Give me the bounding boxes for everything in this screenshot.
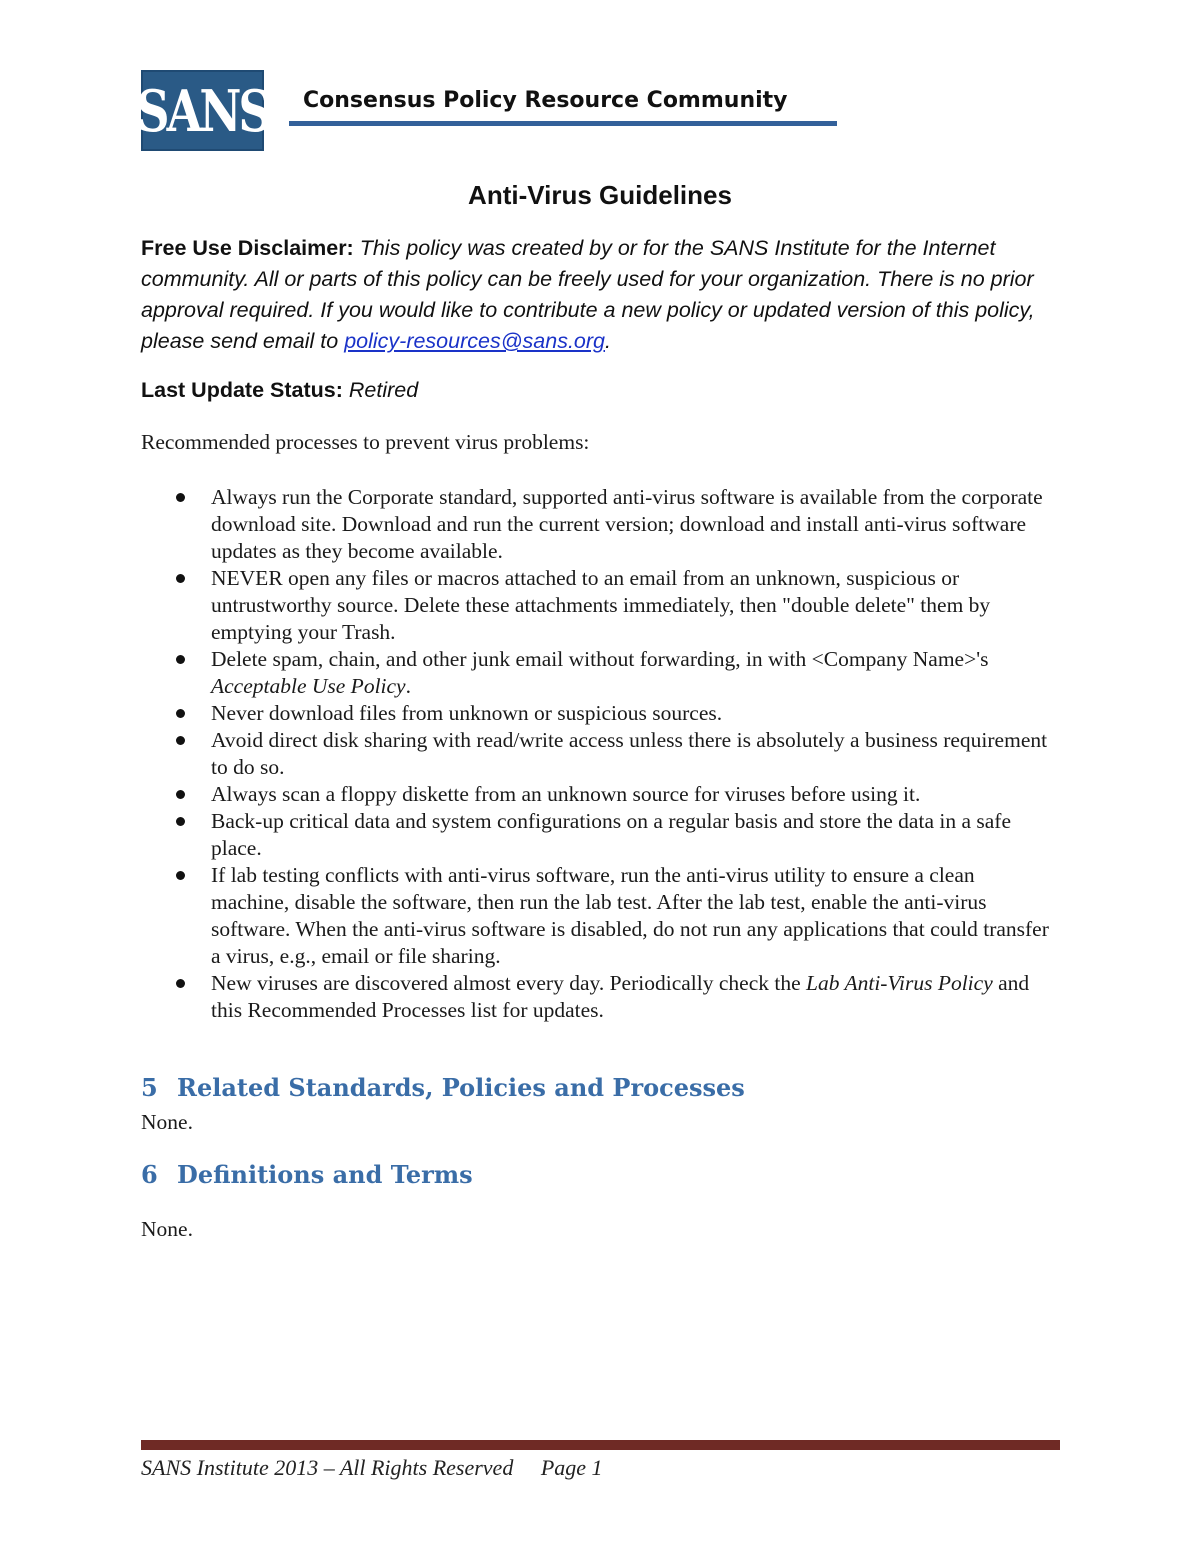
bullet-icon: [176, 979, 185, 988]
sans-logo: [136, 70, 269, 151]
list-item: [141, 970, 1051, 1024]
bullet-icon: [176, 817, 185, 826]
bullet-icon: [176, 736, 185, 745]
list-item: [141, 646, 1051, 700]
disclaimer-label: Free Use Disclaimer:: [141, 236, 354, 260]
logo-text: SANS: [136, 76, 269, 145]
bullet-icon: [176, 493, 185, 502]
list-item-text: Avoid direct disk sharing with read/write access unless there is absolutely a business requirement to do so.: [211, 728, 1048, 779]
document-title: Anti-Virus Guidelines: [468, 180, 732, 210]
recommended-processes-list: [141, 484, 1051, 1024]
acceptable-use-policy-ref: Acceptable Use Policy: [211, 674, 406, 698]
list-item-text: New viruses are discovered almost every day. Periodically check the: [211, 971, 807, 995]
section-heading-6: [141, 1160, 473, 1189]
list-item: [141, 484, 1051, 565]
bullet-icon: [176, 574, 185, 583]
list-item: [141, 808, 1051, 862]
list-item-text: If lab testing conflicts with anti-virus software, run the anti-virus utility to ensure a clean machine, disable the software, then run the lab test. After the lab test, enable the anti-virus software. When the anti-virus software is disabled, do not run any applications that could transfer a virus, e.g., email or file sharing.: [211, 863, 1049, 968]
list-item: [141, 565, 1051, 646]
section-number: 5: [141, 1073, 158, 1102]
disclaimer-text: This policy was created by or for the SANS Institute for the Internet community. All or parts of this policy can be freely used for your organization. There is no prior approval required. If you would like to contribute a new policy or updated version of this policy, please send email to: [141, 236, 1035, 353]
intro-text: Recommended processes to prevent virus problems:: [141, 430, 590, 454]
list-item-text: Never download files from unknown or suspicious sources.: [211, 701, 723, 725]
last-update-status: [141, 378, 418, 403]
footer-rule: [141, 1440, 1060, 1450]
list-item-text: Always run the Corporate standard, supported anti-virus software is available from the corporate download site. Download and run the current version; download and install anti-virus software updates as they become available.: [211, 485, 1043, 563]
section-title: Definitions and Terms: [177, 1160, 473, 1189]
status-label: Last Update Status:: [141, 378, 343, 402]
list-item-text: Back-up critical data and system configurations on a regular basis and store the data in a safe place.: [211, 809, 1011, 860]
bullet-icon: [176, 655, 185, 664]
list-item-text-end: .: [405, 674, 411, 698]
disclaimer-end: .: [605, 329, 611, 353]
list-item: [141, 700, 1051, 727]
section-6-body: None.: [141, 1217, 193, 1241]
list-item: [141, 781, 1051, 808]
free-use-disclaimer: [141, 233, 1041, 357]
header-title: Consensus Policy Resource Community: [303, 88, 788, 113]
bullet-icon: [176, 709, 185, 718]
status-value: Retired: [348, 378, 419, 402]
list-item: [141, 862, 1051, 970]
section-heading-5: [141, 1073, 745, 1102]
header-rule: [289, 121, 837, 126]
section-5-body: None.: [141, 1110, 193, 1134]
section-title: Related Standards, Policies and Processes: [177, 1073, 745, 1102]
list-item-text: Delete spam, chain, and other junk email without forwarding, in with <Company Name>'s: [211, 647, 989, 671]
list-item-text: Always scan a floppy diskette from an unknown source for viruses before using it.: [211, 782, 921, 806]
list-item-text-end: and this Recommended Processes list for updates.: [211, 971, 1030, 1022]
list-item-text: NEVER open any files or macros attached to an email from an unknown, suspicious or untrustworthy source. Delete these attachments immediately, then "double delete" them by emptying your Trash.: [211, 566, 991, 644]
disclaimer-email-link[interactable]: policy-resources@sans.org: [344, 329, 606, 353]
footer-text: SANS Institute 2013 – All Rights Reserved Page 1: [141, 1455, 603, 1480]
lab-anti-virus-policy-ref: Lab Anti-Virus Policy: [806, 971, 993, 995]
bullet-icon: [176, 790, 185, 799]
list-item: [141, 727, 1051, 781]
section-number: 6: [141, 1160, 158, 1189]
bullet-icon: [176, 871, 185, 880]
